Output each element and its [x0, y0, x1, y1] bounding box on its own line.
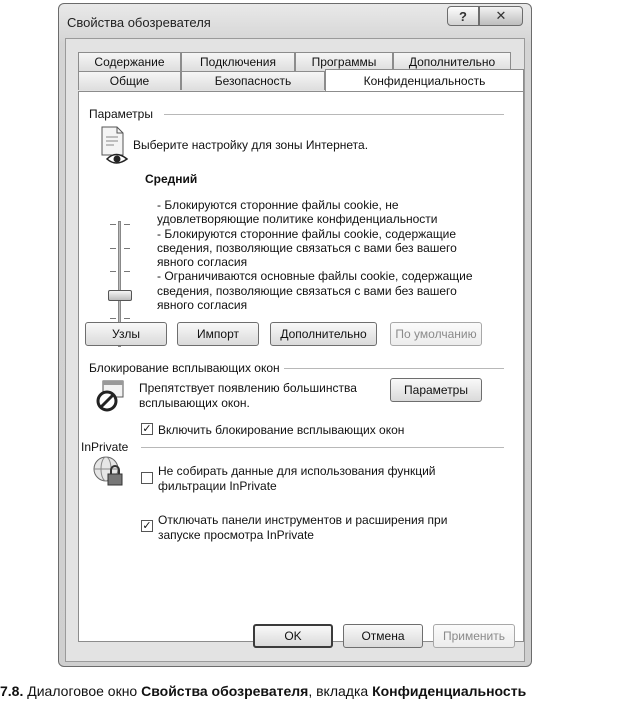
slider-tick	[124, 318, 130, 319]
privacy-zone-icon	[99, 125, 129, 165]
inprivate-filtering-label-line1[interactable]: Не собирать данные для использования функций	[158, 464, 436, 478]
cancel-button[interactable]: Отмена	[343, 624, 423, 648]
slider-tick	[110, 224, 116, 225]
close-button[interactable]: ✕	[479, 6, 523, 26]
internet-options-dialog	[58, 3, 532, 667]
caption-dialog-name: Свойства обозревателя	[141, 683, 309, 699]
tab-content[interactable]: Содержание	[78, 52, 181, 71]
slider-tick	[110, 318, 116, 319]
figure-number: 7.8.	[0, 683, 24, 699]
inprivate-filtering-label-line2[interactable]: фильтрации InPrivate	[158, 479, 277, 493]
inprivate-icon	[91, 454, 127, 490]
level-description	[157, 198, 473, 312]
slider-tick	[110, 271, 116, 272]
disable-toolbars-label-line1[interactable]: Отключать панели инструментов и расширения при	[158, 513, 448, 527]
disable-toolbars-label-line2[interactable]: запуске просмотра InPrivate	[158, 528, 314, 542]
dialog-body	[65, 38, 525, 662]
advanced-button[interactable]: Дополнительно	[270, 322, 377, 346]
disable-toolbars-checkbox[interactable]: ✓	[142, 520, 152, 532]
tab-security[interactable]: Безопасность	[181, 71, 325, 90]
level-description-line: - Ограничиваются основные файлы cookie, содержащие	[157, 269, 473, 284]
window-title: Свойства обозревателя	[67, 15, 211, 30]
level-description-line: сведения, позволяющие связаться с вами без вашего	[157, 240, 457, 255]
popup-legend: Блокирование всплывающих окон	[89, 361, 284, 375]
tab-general[interactable]: Общие	[78, 71, 181, 90]
caption-text-1: Диалоговое окно	[27, 683, 138, 699]
zone-instruction: Выберите настройку для зоны Интернета.	[133, 138, 369, 152]
figure-caption	[0, 683, 526, 699]
slider-tick	[124, 271, 130, 272]
level-description-line: - Блокируются сторонние файлы cookie, не	[157, 198, 399, 212]
level-description-line: удовлетворяющие политике конфиденциальности	[157, 212, 438, 227]
default-button[interactable]: По умолчанию	[390, 322, 482, 346]
inprivate-filtering-checkbox[interactable]	[141, 472, 153, 484]
popup-description-line1: Препятствует появлению большинства	[139, 381, 357, 395]
inprivate-separator	[141, 447, 504, 448]
slider-tick	[124, 224, 130, 225]
title-bar	[59, 4, 531, 38]
inprivate-legend: InPrivate	[81, 440, 132, 454]
tab-privacy[interactable]: Конфиденциальность	[325, 69, 524, 91]
settings-legend: Параметры	[89, 107, 157, 121]
tab-connections[interactable]: Подключения	[181, 52, 295, 71]
apply-button[interactable]: Применить	[433, 624, 515, 648]
level-description-line: явного согласия	[157, 255, 248, 270]
caption-tab-name: Конфиденциальность	[372, 683, 527, 699]
slider-thumb[interactable]	[108, 290, 132, 301]
import-button[interactable]: Импорт	[177, 322, 259, 346]
enable-popup-blocker-label[interactable]: Включить блокирование всплывающих окон	[158, 423, 405, 437]
popup-blocker-icon	[95, 379, 127, 413]
level-description-line: явного согласия	[157, 298, 248, 313]
level-description-line: - Блокируются сторонние файлы cookie, содержащие	[157, 226, 457, 241]
popup-settings-button[interactable]: Параметры	[390, 378, 482, 402]
level-description-line: сведения, позволяющие связаться с вами без вашего	[157, 283, 457, 298]
title-bar-buttons	[447, 6, 523, 26]
settings-separator	[164, 114, 504, 115]
privacy-level-name: Средний	[145, 172, 198, 186]
sites-button[interactable]: Узлы	[85, 322, 167, 346]
slider-tick	[110, 248, 116, 249]
popup-separator	[279, 368, 504, 369]
tab-programs[interactable]: Программы	[295, 52, 393, 71]
ok-button[interactable]: OK	[253, 624, 333, 648]
slider-tick	[124, 248, 130, 249]
popup-description-line2: всплывающих окон.	[139, 396, 250, 410]
caption-text-2: , вкладка	[308, 683, 369, 699]
enable-popup-blocker-checkbox[interactable]: ✓	[142, 423, 152, 435]
tab-advanced[interactable]: Дополнительно	[393, 52, 511, 71]
help-button[interactable]: ?	[447, 6, 479, 26]
privacy-tab-panel	[78, 91, 524, 642]
